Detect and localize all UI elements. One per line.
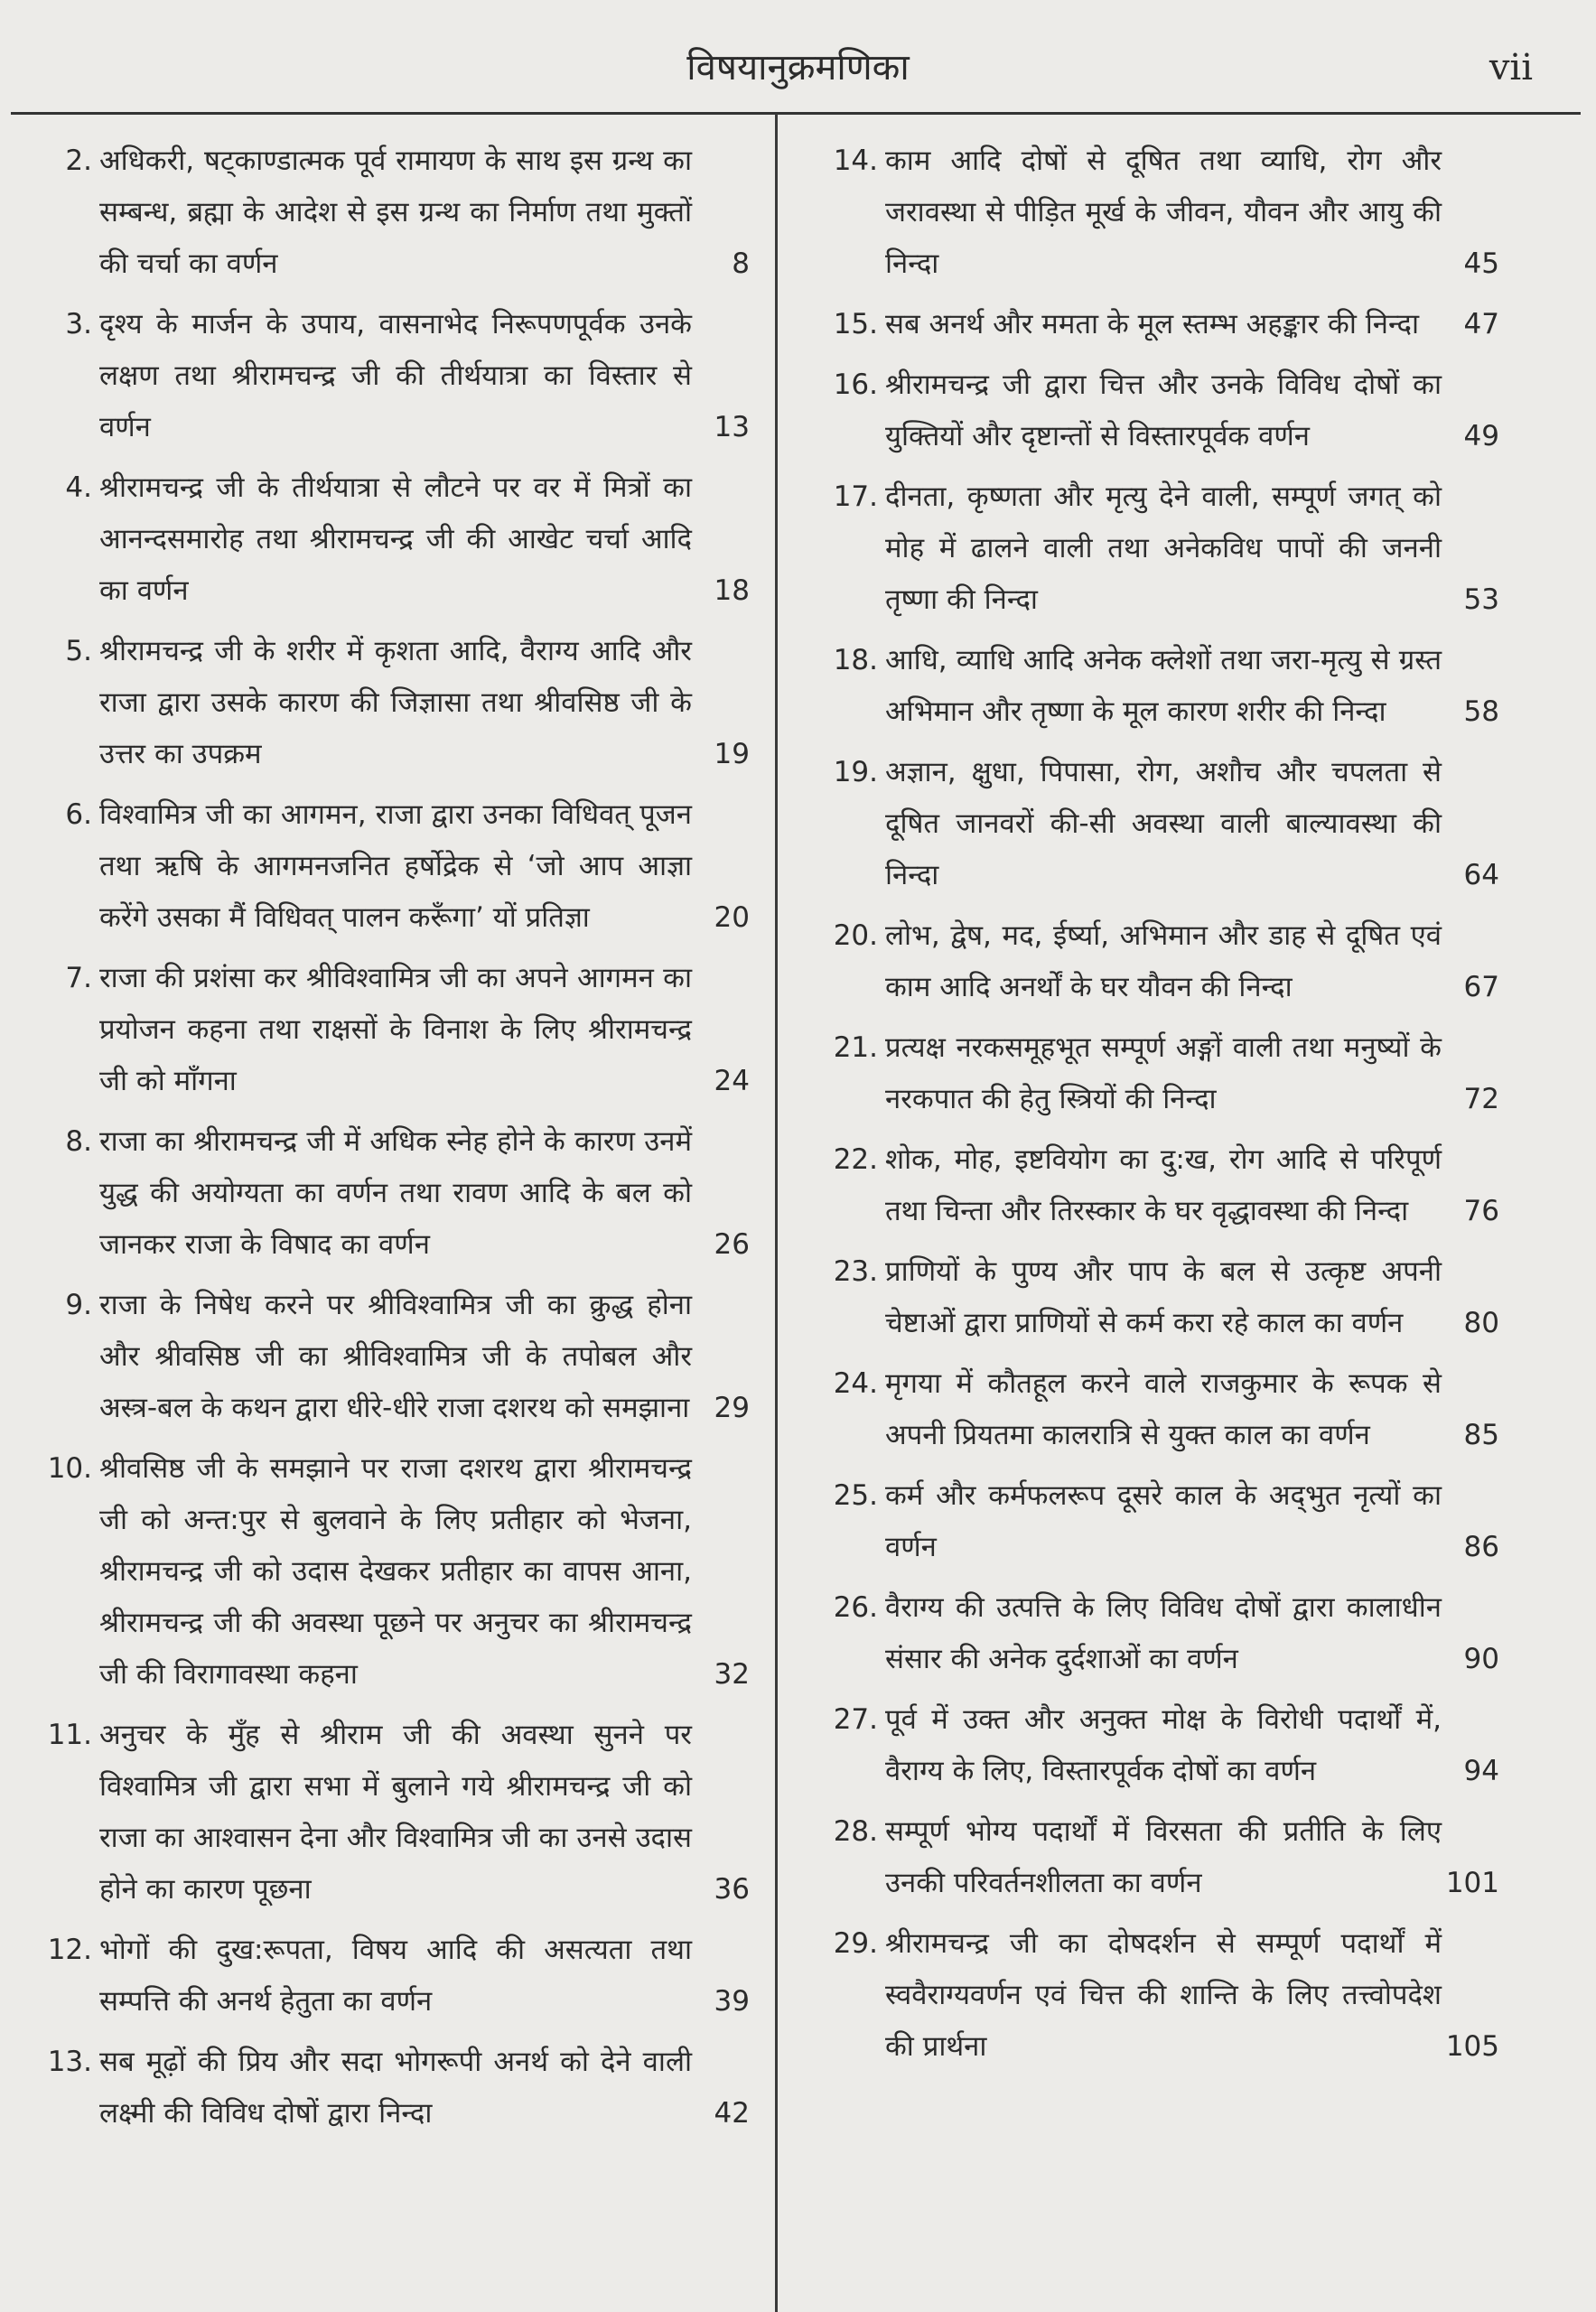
toc-entry [813, 135, 1499, 290]
toc-entry-page: 53 [1463, 583, 1499, 616]
toc-entry-number: 5. [65, 635, 92, 667]
toc-entry-number: 6. [65, 798, 92, 831]
toc-entry-page: 45 [1463, 247, 1499, 280]
toc-entry-page: 47 [1463, 308, 1499, 340]
toc-entry-number: 12. [47, 1934, 92, 1966]
page-number: vii [1489, 47, 1533, 89]
page-title: विषयानुक्रमणिका [686, 47, 910, 89]
toc-entry-number: 16. [833, 368, 878, 401]
toc-entry-title: अनुचर के मुँह से श्रीराम जी की अवस्था सुनने पर विश्वामित्र जी द्वारा सभा में बुलाने गये श्रीरामचन्द्र जी को राजा का आश्वासन देना और विश्वामित्र जी का उनसे उदास होने का कारण पूछना [99, 1719, 692, 1906]
toc-entry-title: मृगया में कौतहूल करने वाले राजकुमार के रूपक से अपनी प्रियतमा कालरात्रि से युक्त काल का वर्णन [885, 1367, 1442, 1451]
toc-entry-title: दीनता, कृष्णता और मृत्यु देने वाली, सम्पूर्ण जगत् को मोह में ढालने वाली तथा अनेकविध पापों की जननी तृष्णा की निन्दा [885, 480, 1442, 616]
toc-entry-page: 72 [1463, 1083, 1499, 1115]
toc-entry-title: प्रत्यक्ष नरकसमूहभूत सम्पूर्ण अङ्गों वाली तथा मनुष्यों के नरकपात की हेतु स्त्रियों की निन्दा [885, 1031, 1442, 1115]
toc-entry [813, 1806, 1499, 1909]
toc-entry-number: 2. [65, 144, 92, 177]
toc-entry-number: 27. [833, 1703, 878, 1736]
toc-entry-number: 15. [833, 308, 878, 340]
toc-entry-number: 29. [833, 1927, 878, 1960]
toc-entry-number: 23. [833, 1255, 878, 1288]
toc-entry [813, 1694, 1499, 1797]
toc-entry-page: 85 [1463, 1419, 1499, 1451]
toc-entry-title: काम आदि दोषों से दूषित तथा व्याधि, रोग और जरावस्था से पीड़ित मूर्ख के जीवन, यौवन और आयु की निन्दा [885, 144, 1442, 280]
toc-entry-number: 18. [833, 644, 878, 676]
toc-entry-title: सम्पूर्ण भोग्य पदार्थों में विरसता की प्रतीति के लिए उनकी परिवर्तनशीलता का वर्णन [885, 1815, 1442, 1899]
toc-entry-title: सब मूढ़ों की प्रिय और सदा भोगरूपी अनर्थ को देने वाली लक्ष्मी की विविध दोषों द्वारा निन्दा [99, 2046, 692, 2130]
toc-entry-number: 7. [65, 962, 92, 994]
toc-entry-title: अज्ञान, क्षुधा, पिपासा, रोग, अशौच और चपलता से दूषित जानवरों की-सी अवस्था वाली बाल्यावस्था की निन्दा [885, 756, 1442, 891]
toc-entry-title: श्रीरामचन्द्र जी के तीर्थयात्रा से लौटने पर वर में मित्रों का आनन्दसमारोह तथा श्रीरामचन्द्र जी की आखेट चर्चा आदि का वर्णन [99, 471, 692, 607]
toc-entry-page: 19 [714, 738, 750, 770]
toc-entry-number: 28. [833, 1815, 878, 1848]
toc-entry [813, 471, 1499, 626]
toc-entry-page: 64 [1463, 859, 1499, 891]
toc-entry [27, 1443, 750, 1701]
toc-entry-title: राजा का श्रीरामचन्द्र जी में अधिक स्नेह होने के कारण उनमें युद्ध की अयोग्यता का वर्णन तथा रावण आदि के बल को जानकर राजा के विषाद का वर्णन [99, 1125, 692, 1261]
toc-entry-page: 105 [1445, 2030, 1499, 2063]
toc-entry-title: लोभ, द्वेष, मद, ईर्ष्या, अभिमान और डाह से दूषित एवं काम आदि अनर्थों के घर यौवन की निन्दा [885, 919, 1442, 1003]
toc-entry-number: 4. [65, 471, 92, 504]
toc-entry-page: 18 [714, 574, 750, 607]
toc-entry [813, 299, 1499, 350]
toc-entry [813, 1022, 1499, 1125]
toc-entry-page: 86 [1463, 1531, 1499, 1563]
toc-entry-page: 20 [714, 901, 750, 934]
toc-entry-number: 14. [833, 144, 878, 177]
toc-entry [27, 626, 750, 780]
toc-entry-title: भोगों की दुख:रूपता, विषय आदि की असत्यता तथा सम्पत्ति की अनर्थ हेतुता का वर्णन [99, 1934, 692, 2018]
toc-entry-title: कर्म और कर्मफलरूप दूसरे काल के अद्‌भुत नृत्यों का वर्णन [885, 1479, 1442, 1563]
toc-entry-page: 76 [1463, 1195, 1499, 1227]
toc-entry-page: 101 [1445, 1867, 1499, 1899]
toc-entry-number: 17. [833, 480, 878, 513]
toc-entry-number: 13. [47, 2046, 92, 2078]
toc-entry-number: 21. [833, 1031, 878, 1064]
toc-entry [27, 299, 750, 453]
toc-entry [813, 1918, 1499, 2073]
toc-entry [27, 2037, 750, 2140]
toc-entry [27, 1280, 750, 1434]
header-rule [11, 112, 1581, 115]
toc-entry-page: 49 [1463, 420, 1499, 452]
toc-entry-title: राजा के निषेध करने पर श्रीविश्वामित्र जी का क्रुद्ध होना और श्रीवसिष्ठ जी का श्रीविश्वामित्र जी के तपोबल और अस्त्र-बल के कथन द्वारा धीरे-धीरे राजा दशरथ को समझाना [99, 1289, 692, 1424]
toc-entry-page: 94 [1463, 1755, 1499, 1787]
toc-entry-page: 80 [1463, 1307, 1499, 1339]
toc-entry-page: 32 [714, 1658, 750, 1691]
toc-entry-page: 26 [714, 1228, 750, 1261]
toc-entry [813, 359, 1499, 462]
toc-entry-number: 20. [833, 919, 878, 952]
toc-entry [27, 1925, 750, 2028]
toc-entry [27, 135, 750, 290]
toc-entry-number: 9. [65, 1289, 92, 1321]
toc-entry-title: राजा की प्रशंसा कर श्रीविश्वामित्र जी का अपने आगमन का प्रयोजन कहना तथा राक्षसों के विनाश के लिए श्रीरामचन्द्र जी को माँगना [99, 962, 692, 1097]
toc-entry [813, 635, 1499, 738]
toc-entry-page: 8 [732, 247, 750, 280]
toc-entry-page: 58 [1463, 695, 1499, 728]
toc-entry [27, 1116, 750, 1271]
toc-entry [27, 462, 750, 617]
toc-entry [813, 747, 1499, 901]
toc-entry-title: अधिकरी, षट्‌काण्डात्मक पूर्व रामायण के साथ इस ग्रन्थ का सम्बन्ध, ब्रह्मा के आदेश से इस ग्रन्थ का निर्माण तथा मुक्तों की चर्चा का वर्णन [99, 144, 692, 280]
toc-entry [27, 953, 750, 1107]
toc-entry-title: प्राणियों के पुण्य और पाप के बल से उत्कृष्ट अपनी चेष्टाओं द्वारा प्राणियों से कर्म करा रहे काल का वर्णन [885, 1255, 1442, 1339]
toc-entry-number: 11. [47, 1719, 92, 1751]
toc-entry-number: 22. [833, 1143, 878, 1176]
toc-entry-title: श्रीरामचन्द्र जी का दोषदर्शन से सम्पूर्ण पदार्थों में स्ववैराग्यवर्णन एवं चित्त की शान्ति के लिए तत्त्वोपदेश की प्रार्थना [885, 1927, 1442, 2063]
toc-entry-title: श्रीरामचन्द्र जी द्वारा चित्त और उनके विविध दोषों का युक्तियों और दृष्टान्तों से विस्तारपूर्वक वर्णन [885, 368, 1442, 452]
toc-entry-title: विश्वामित्र जी का आगमन, राजा द्वारा उनका विधिवत् पूजन तथा ऋषि के आगमनजनित हर्षोद्रेक से ‘जो आप आज्ञा करेंगे उसका मैं विधिवत् पालन करूँगा’ यों प्रतिज्ञा [99, 798, 692, 934]
toc-entry [813, 1582, 1499, 1685]
toc-entry-title: श्रीरामचन्द्र जी के शरीर में कृशता आदि, वैराग्य आदि और राजा द्वारा उसके कारण की जिज्ञासा तथा श्रीवसिष्ठ जी के उत्तर का उपक्रम [99, 635, 692, 770]
toc-entry [813, 1470, 1499, 1573]
toc-entry-title: सब अनर्थ और ममता के मूल स्तम्भ अहङ्कार की निन्दा [885, 308, 1420, 340]
toc-entry-title: पूर्व में उक्त और अनुक्त मोक्ष के विरोधी पदार्थों में, वैराग्य के लिए, विस्तारपूर्वक दोषों का वर्णन [885, 1703, 1442, 1787]
toc-entry-title: शोक, मोह, इष्टवियोग का दु:ख, रोग आदि से परिपूर्ण तथा चिन्ता और तिरस्कार के घर वृद्धावस्था की निन्दा [885, 1143, 1442, 1227]
toc-left-column [27, 135, 750, 2149]
toc-entry-title: वैराग्य की उत्पत्ति के लिए विविध दोषों द्वारा कालाधीन संसार की अनेक दुर्दशाओं का वर्णन [885, 1591, 1442, 1675]
page-header [0, 36, 1596, 99]
toc-entry-number: 26. [833, 1591, 878, 1624]
toc-entry-title: आधि, व्याधि आदि अनेक क्लेशों तथा जरा-मृत्यु से ग्रस्त अभिमान और तृष्णा के मूल कारण शरीर की निन्दा [885, 644, 1442, 728]
toc-entry-title: श्रीवसिष्ठ जी के समझाने पर राजा दशरथ द्वारा श्रीरामचन्द्र जी को अन्त:पुर से बुलवाने के लिए प्रतीहार को भेजना, श्रीरामचन्द्र जी को उदास देखकर प्रतीहार का वापस आना, श्रीरामचन्द्र जी की अवस्था पूछने पर अनुचर का श्रीरामचन्द्र जी की विरागावस्था कहना [99, 1452, 692, 1691]
toc-entry [813, 1246, 1499, 1349]
toc-entry-number: 19. [833, 756, 878, 788]
toc-entry-number: 10. [47, 1452, 92, 1485]
toc-entry-number: 3. [65, 308, 92, 340]
toc-entry [27, 789, 750, 944]
toc-entry [813, 910, 1499, 1013]
toc-entry [813, 1358, 1499, 1461]
toc-entry-page: 90 [1463, 1643, 1499, 1675]
toc-entry-number: 24. [833, 1367, 878, 1400]
toc-right-column [813, 135, 1499, 2082]
column-divider [775, 114, 778, 2312]
toc-entry-page: 24 [714, 1065, 750, 1097]
toc-entry-page: 42 [714, 2097, 750, 2130]
toc-entry-page: 39 [714, 1985, 750, 2018]
toc-entry [813, 1134, 1499, 1237]
toc-entry-page: 67 [1463, 971, 1499, 1003]
toc-entry-page: 13 [714, 411, 750, 443]
toc-entry [27, 1710, 750, 1916]
toc-entry-page: 29 [714, 1392, 750, 1424]
toc-entry-number: 25. [833, 1479, 878, 1512]
toc-entry-page: 36 [714, 1873, 750, 1906]
toc-entry-number: 8. [65, 1125, 92, 1158]
toc-entry-title: दृश्य के मार्जन के उपाय, वासनाभेद निरूपणपूर्वक उनके लक्षण तथा श्रीरामचन्द्र जी की तीर्थयात्रा का विस्तार से वर्णन [99, 308, 692, 443]
